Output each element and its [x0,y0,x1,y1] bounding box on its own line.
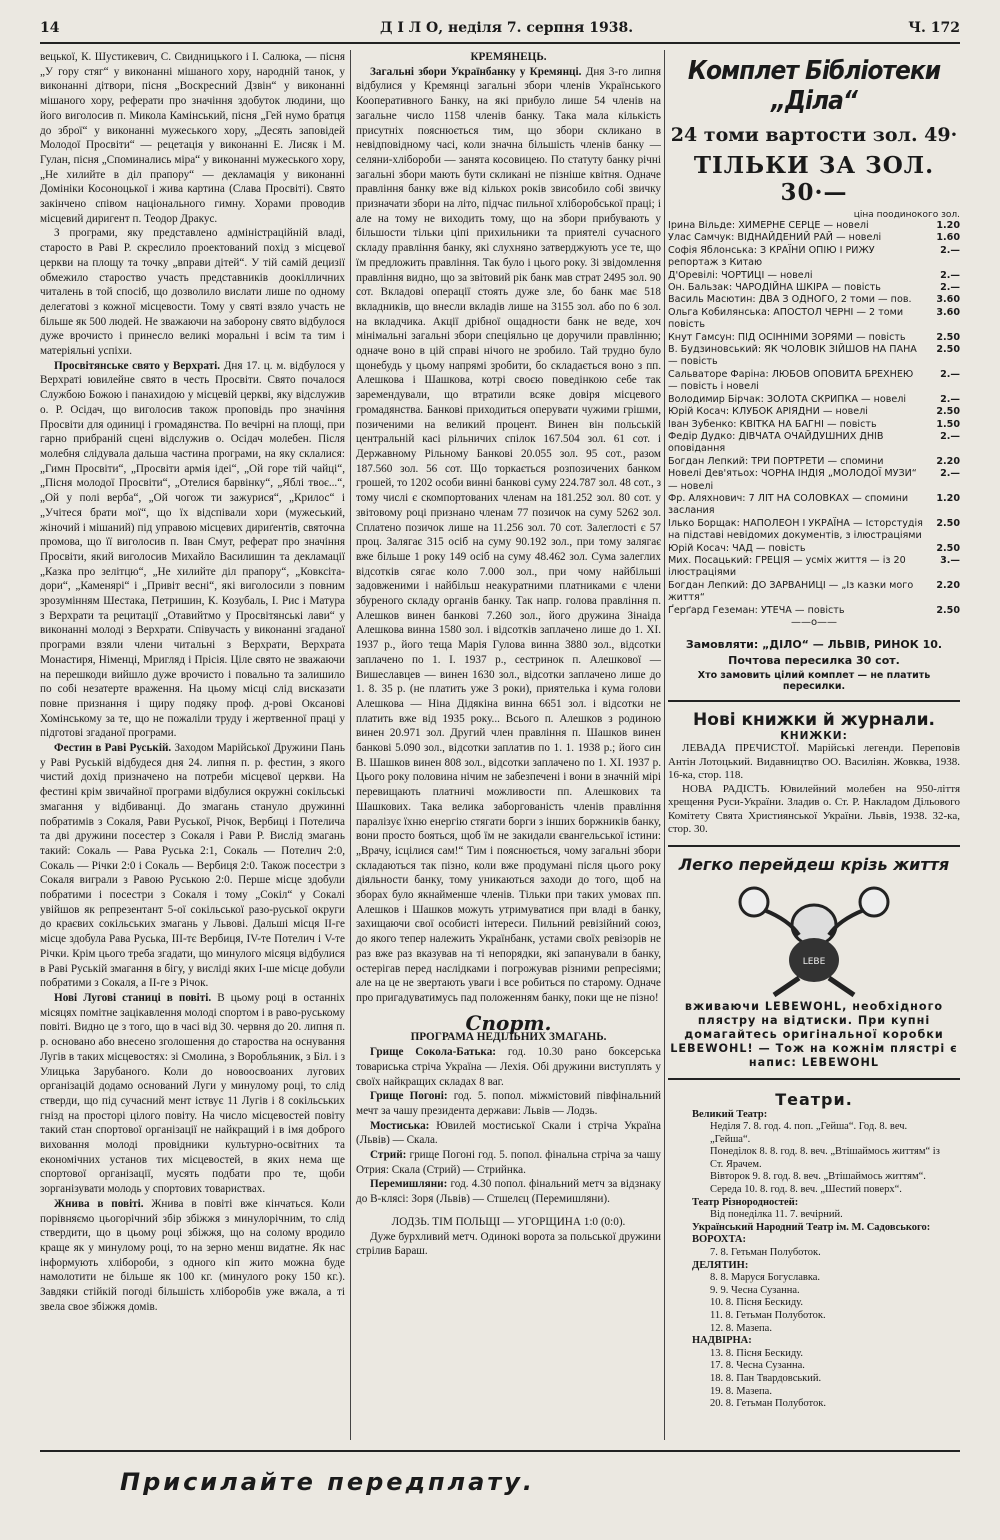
section-title: Фестин в Раві Руській. [54,742,172,755]
theatre-title: Театри. [775,1089,853,1109]
book-item [668,307,960,332]
book-price: 2.— [940,244,960,256]
book-title: Улас Самчук: ВІДНАЙДЕНИЙ РАЙ — новелі [668,232,882,244]
column-1 [40,50,345,1440]
book-item [668,294,960,306]
book-price: 2.50 [936,406,960,418]
theatre-line: 8. 8. Маруся Богуславка. [710,1272,821,1284]
sport-event [356,1177,661,1206]
ad-price-old: 24 томи вартости зол. 49· [670,124,958,146]
svg-text:LEBE: LEBE [802,956,826,967]
sport-title: Спорт. [465,1010,552,1035]
match-result: ЛОДЗЬ. ТІМ ПОЛЬЩІ — УГОРЩИНА 1:0 (0:0). [391,1215,626,1228]
theatre-line: 18. 8. Пан Твардовський. [710,1372,822,1384]
section-text: Дня 3-го липня відбулися у Кремянці загальні збори членів Українського Кооперативного Банку, на які прибуло лише 54 членів на загальне число 1158 членів банку. Така мала кількість присутніх пояснюється тим, що збори скликано в невідповідному часі, коли значна більшість членів банку — селяни-хлібороби — занята косовицею. По статуту банку річні загальні збори мають бути скликані не пізніше квітня. Одначе правління банку вже від кількох років звисобило собі звичку призначати збори на літо, підчас пильної хліборобської праці; і але на тому не виходить тому, що на збори прибувають у більшости тільки ціпі прихильники та приятелі сучасного складу правління банку, які слухняно затверджують усе те, що їм предложить правління. Так було і цього року. Зі звідомлення правління видно, що за звітовий рік банк мав страт 2495 зол. 90 сот. Вкладові операції стоять дуже зле, бо банк має 518 вкладників, що внесли вкладів лише на 3155 зол. або по 6 зол. на вкладчика. Акції дрібної ощадности банк не веде, хоч мінімальні загальні збори спеціяльно це доручили правлінню; одначе воно в цій справі нічого не зробило. Тай трудно було щонебудь у цьому напрямі зробити, бо складається воно з пп. Алешкова і Шашкова, котрі своєю поведінкою себе так заремендували, що втратили всяке довіря місцевого громадянства. Банкові приходиться оперувати чужими грішми, позиченими на великий процент. Винен він польській центральній касі рільничих спілок 167.504 зол. 61 сот. і Державному Рільному Банкові 20.055 зол. 95 сот., разом 187.560 зол. 56 сот. Що торкається розпозичених банком грошей, то 1202 особи винні банкові суму 224.787 зол. 48 сот., з тому числі є скомпортованих членам на 181.252 зол. 80 сот. у звітовому році признано членам 77 позичок на суму 5262 зол. Сплатено позичок лише на 11.256 зол. 70 сот. Залеглості є 57 проц. Залягає 315 осіб на суму 90.192 зол., при тому залягає вже більше 1 року 149 осіб на суму 48.462 зол. Сума залеглих відсотків сягає коло 7.000 зол., при чому найбільші задовженими і найбільш неакуратними платниками є члени збуреного складу органів банку. Так напр. голова правління п. Алешков винен банкові 7.260 зол., його дружина Зінаіда Алешкова винна 1580 зол. і відсотків заплачено лише до 1. ХІ. 1937 р., його теща Марія Гулова винна 3880 зол., відсотки заплачено по 1. І. 1937 р., сестринок п. Алешкової — Вишеславцев — винен 1630 зол., відсотки заплачено лише до 1. 8. 35 р. (не платить уже 3 роки), приятелька і кума голови Алешкова — Ніна Дідякіна винна 6651 зол. і відсотки не платить вже від 1935 року... Всього п. Алешков з родиною винен 20.971 зол. Другий член правління п. Шашков винен банкові 5.090 зол., відсотки заплатив по 1. 1. 1938 р.; його син В. Шашков винен 808 зол., відсотки заплачено по 1. ХІ. 1937 р. Цього року половина нічим не забезпечені і вони в значній мірі перевищають платничі можливости пп. Алешкових та Шашкових. Така велика заборгованість членів правління паралізує їхню енергію стягати борги з інших боржників банку, вони просто бояться, щоб їм не закидали євангельської істини: „Врачу, ісцілися сам!“ Тим і пояснюється, чому загальні збори складаються так пізно, коли вже продумані після цього року діяльности банку, тому уникаються заходи до того, щоб на зборах було якнайменше членів. Тільки при таких умовах пп. Алешков і Шашков можуть утримуватися при владі в банку, захищаючи свої особисті інтереси. Пильний ревізійний союз, до якого тепер належить Українбанк, устами своїх ревізорів не раз вже раз вказував на ті непорядки, які запанували в банку, остерігав перед наслідками і погрожував різними репресіями; але на це не звертають уваги і все робиться по старому. Одначе про пригадуватимусь пад положенням банку, поки ще не пізно! [356,65,661,1004]
footer-rule [40,1450,960,1452]
book-title: Сальваторе Фаріна: ЛЮБОВ ОПОВИТА БРЕХНЕЮ — повість і новелі [668,368,914,393]
book-title: Он. Бальзак: ЧАРОДІЙНА ШКІРА — повість [668,282,881,294]
book-price: 1.20 [936,220,960,231]
book-item [668,605,960,617]
book-title: Софія Яблонська: З КРАЇНИ ОПІЮ І РИЖУ репортаж з Китаю [668,244,875,269]
theatre-line: Вівторок 9. 8. год. 8. веч. „Втішаймось життям“. [710,1171,926,1183]
book-price: 1.20 [936,492,960,504]
paragraph: З програми, яку представлено адміністраційній владі, старосто в Раві Р. скреслило проектований похід з місцевої церкви на площу та точку „вправи дітей“. У тій самій децизії обмежило староство участь представників доокілличних читалень в той спосіб, що дозволило вислати лише по одному делегатові з кожної місцевости. Тому у святі взяло участь не більше як 500 людей. Не зважаючи на заборону свято відбулося дуже врочисто і принесло великі моральні і всім та тим і матеріяльні успіхи. [40,227,345,358]
book-item [668,394,960,406]
theatre-line: 11. 8. Гетьман Полуботок. [710,1310,826,1321]
theatre-line: Середа 10. 8. год. 8. веч. „Шестий поверх“. [710,1184,902,1196]
book-item [668,419,960,431]
ad-free-shipping: Хто замовить цілий комплет — не платить пересилки. [697,670,931,692]
book-item [668,493,960,518]
running-man-icon [714,880,914,1000]
separator: ——o—— [790,617,838,628]
theatre-line: Від понеділка 11. 7. вечірний. [710,1209,843,1221]
section-text: Дня 17. ц. м. відбулося у Верхраті ювилейне свято в честь Просвіти. Свято почалося Службою Божою і панахидою у місцевій церкві, яку відслужив о. Р. Осідач, що виголосив також проповідь про значіння Просвіти для одиниці і громадянства. По вечірні на площі, при гарно прибраній сцені відслужив о. Осідач молебен. Після молебня слідувала дальша частина програми, на яку склалися: „Гимн Просвіти“, „Просвіти армія ідеі“, „Ой горе тій чайці“, „Пісня молодої Просвіти“, „Отелися барвінку“, „Яблі твоє...“, „Ой у полі верба“, „Ой чогож ти зажурися“, „Крилос“ і „Учітеся брати мої“, що їх відспівали хори (мужеський, жіночий і мішаний) під управою місцевих дириґентів, святочна промова, що її виголосив п. Іван Смут, реферат про значіння Просвіти, який виголосив Михайло Василишин та декламації „Казка про зелітцю“, „Не хилийте діл прапору“, „Ковксіта-дори“, „Каменярі“ і „Привіт весні“, які виголосили з повним зрозумінням Шестака, Петришин, К. Козубаль, І. Рис і Матура з Верхрати та рецитації „Отавийтмо у Просвітянські лави“ у виконанні молоді з Верхрати. Співучасть у виконанні згаданої програми взяли члени читальні з Верхрати, Верхрата Монастиря, Німенці, Мригляд і Прісія. Ціле свято не зважаючи на перешкоди вийшло дуже врочисто і повально та залишило по собі незатерте враження. На цьому місці слід висказати повне признання і щиру подяку проф. д-рові Оксанові Хомінському за те, що не пожаліли труду і жертвенної праці у підготові згаданої програми. [40,359,345,740]
theatre-line: 7. 8. Гетьман Полуботок. [710,1247,821,1259]
column-2 [356,50,661,1440]
book-title: Ґерґард Геземан: УТЕЧА — повість [668,604,845,616]
paragraph: вецької, К. Шустикевич, С. Свидницького і І. Салюка, — пісня „У гору стяг“ у виконанні мішаного хору, народній танок, у виконанні дітвори, пісня „Воскресний Дзвін“ у виконанні мішаного хору, реферати про значіння здобуток людини, що його виголосив п. Микола Камінський, пісня „Гей нумо братця до зброї“ у виконанні мужеського хору, „Десять заповідей Молодої Просвіти“ — рецетація у виконанні Е. Лисяк і М. Гулан, пісня „Споминались міра“ у виконанні мужеського хору, „Не хилийте в діл прапору“ — декламація у виконанні Домініки Косоноцької і жива картина (Слава Просвіті). Свято закінчено співом національного гимну. Хорами проводив місцевий диригент п. Теодор Дракус. [40,51,345,225]
book-item [668,369,960,394]
book-price: 2.— [940,468,960,480]
event-text: год. 10.30 рано боксерська товариська стріча Україна — Лехія. Обі дружини виступлять у своїх найкращих складах 8 ваг. [356,1046,661,1088]
book-price: 1.50 [936,418,960,430]
theatre-heading: Український Народний Театр ім. М. Садовського: [692,1221,931,1233]
footer-slogan: Присилайте передплату. [120,1468,535,1496]
new-books-title: Нові книжки й журнали. [693,710,935,730]
theatre-line: 9. 9. Чесна Сузанна. [710,1284,800,1296]
book-item [668,518,960,543]
issue-number: Ч. 172 [908,20,960,36]
book-price: 3.60 [936,294,960,306]
lebewohl-title: Легко перейдеш крізь життя [678,854,950,874]
book-title: Новелі Дев'ятьох: ЧОРНА ІНДІЯ „МОЛОДОЇ МУЗИ“ — новелі [668,468,917,492]
ad-price-note: ціна поодинокого зол. [853,210,960,220]
article-section [40,991,345,1197]
book-price: 2.— [940,368,960,380]
book-title: Василь Масютин: ДВА З ОДНОГО, 2 томи — пов. [668,294,912,306]
theatre-line: 17. 8. Чесна Сузанна. [710,1360,805,1372]
article-section [40,359,345,741]
new-books-subtitle: КНИЖКИ: [780,730,848,742]
book-title: Богдан Лепкий: ДО ЗАРВАНИЦІ — „Із казки мого життя“ [668,579,914,604]
section-title: Загальні збори Українбанку у Кремянці. [370,65,582,78]
article-section [40,1197,345,1315]
book-title: Федір Дудко: ДІВЧАТА ОЧАЙДУШНИХ ДНІВ оповідання [668,430,884,455]
book-title: Ірина Вільде: ХИМЕРНЕ СЕРЦЕ — новелі [668,220,869,231]
new-book-entry: ЛЕВАДА ПРЕЧИСТОЇ. Марійські легенди. Переповів Антін Лотоцький. Видавництво ОО. Василіян. Жовква, 1938. 16-ка, стор. 118. [668,742,960,781]
header-rule [40,42,960,44]
book-item [668,332,960,344]
column-divider [350,50,351,1440]
book-title: Фр. Аляхнович: 7 ЛІТ НА СОЛОВКАХ — спомини заслания [668,492,909,517]
book-item [668,555,960,580]
sport-event [356,1119,661,1148]
book-item [668,580,960,605]
book-price: 2.20 [936,579,960,591]
masthead: Д І Л О, неділя 7. серпня 1938. [380,20,634,36]
book-price: 2.50 [936,344,960,356]
lebewohl-text: вживаючи LEBEWOHL, необхідного плястру на відтиски. При купні домагайтесь оригінальної коробки LEBEWOHL! — Тож на кожнім плястрі є напис: LEBEWOHL [670,999,958,1069]
book-price: 2.— [940,282,960,294]
book-price: 2.50 [936,331,960,343]
book-price: 2.20 [936,455,960,467]
event-venue: Перемишляни: [370,1178,448,1191]
location-heading: КРЕМЯНЕЦЬ. [470,51,547,63]
column-3 [668,50,960,1411]
section-text: Жнива в повіті вже кінчаться. Коли порівняємо цьогорічний збір збіжжя з минулорічним, то слід ствердити, що в цьому році збіжжя, що на солому вродило краще як у минулому році, то на зерно менш видатне. Як нас інформують хлібороби, з одного кіп жито можна буде намолотити не більше як 100 кг. (минулого року 150 кг.). Завдяки стійкій погоді більшість хліборобів уже вжала, а ті звела свое збіжжя домів. [40,1197,345,1313]
book-item [668,270,960,282]
book-item [668,543,960,555]
theatre-line: 10. 8. Пісня Бескиду. [710,1297,803,1309]
section-title: Нові Лугові станиці в повіті. [54,992,212,1004]
book-title: В. Будзиновський: ЯК ЧОЛОВІК ЗІЙШОВ НА ПАНА — повість [668,344,917,368]
section-text: В цьому році в останніх місяцях помітне зацікавлення молоді спортом і в раво-руському повіті. Видно це з того, що в часі від 30. червня до 20. липня п. р. основано або внесено зголошення до староства на оснування Лугів в таких місцевостях: зі Смолина, з Воробльяник, з Біл. і з Улицька Зарубаного. Коли до новоосвоаних лугових організацій додамо оснований Луги у минулому році, то слід стверди, що під сучасний мент іствує 11 Лугів і 8 сокільських гнізд на просторі цілого повіту. На число місцевостей повіту такий стан спортової організації не найкращий і в імя доброго виховання молоді провідники культурно-освітних та економічних установ тих місцевостей, в яких нема ще спортової організації, мусять подбати про те, щоби зорганізувати молодь у спортових товариствах. [40,992,345,1196]
book-price: 3.— [940,554,960,566]
theatre-line: 20. 8. Гетьман Полуботок. [710,1398,826,1410]
book-title: Юрій Косач: ЧАД — повість [668,542,806,554]
book-item [668,344,960,369]
book-price: 2.— [940,269,960,281]
ad-price-new: ТІЛЬКИ ЗА ЗОЛ. 30·— [693,152,935,206]
sport-event [356,1148,661,1177]
event-text: год. 5. попол. міжмістовий півфінальний мечт за чашу президента держави: Львів — Лодзь. [356,1090,661,1117]
new-book-entry: НОВА РАДІСТЬ. Ювилейний молебен на 950-ліття хрещення Руси-України. Зладив о. Ст. Р. Накладом Дільового Комітету Свята Християнської України. Львів, 1938. 32-ка, стор. 30. [668,782,960,835]
article-section [40,741,345,991]
event-venue: Стрий: [370,1149,407,1162]
theatre-line: 13. 8. Пісня Бескиду. [710,1347,803,1359]
book-price: 2.50 [936,604,960,616]
book-title: Володимир Бірчак: ЗОЛОТА СКРИПКА — новелі [668,393,907,405]
theatre-line: 12. 8. Мазепа. [710,1322,772,1334]
book-item [668,456,960,468]
lebewohl-illustration [714,880,914,1000]
theatre-list [692,1108,940,1411]
book-list [668,220,960,617]
article-section [356,65,661,1006]
theatre-heading: ДЕЛЯТИН: [692,1259,749,1271]
section-rule [668,845,960,847]
event-venue: Мостиська: [370,1119,430,1132]
book-price: 2.50 [936,517,960,529]
theatre-heading: Театр Різнородностей: [692,1196,799,1208]
book-price: 1.60 [936,232,960,244]
event-venue: Грище Погоні: [370,1090,448,1103]
book-price: 2.— [940,430,960,442]
event-text: год. 4.30 попол. фінальний метч за відзнаку до В-клясі: Зоря (Львів) — Стшелєц (Перемишляни). [356,1178,661,1206]
event-text: грище Погоні год. 5. попол. фінальна стріча за чашу Отрия: Скала (Стрий) — Стрийнка. [356,1149,661,1176]
book-item [668,406,960,418]
sport-subtitle: ПРОГРАМА НЕДІЛЬНИХ ЗМАГАНЬ. [410,1031,607,1044]
book-item [668,232,960,244]
book-item [668,468,960,493]
section-text: Заходом Марійської Дружини Пань у Раві Руській відбудеся дня 24. липня п. р. фестин, з якого чистий дохід призначено на потреби місцевої церкви. На фестині крім звичайної програми відбулися окружні сокільські змагання у відбиванці. До змагань стануло дружинні побратимів з Сокаля, Рави Руської, Річок, Вербиці і Потелича та дві дружини посестер з Сокаля і Рави Р. Вислід змагань такий: Сокаль — Рава Руська 2:1, Сокаль — Потелич 2:0, Сокаль — Річки 2:0 і Сокаль — Вербиця 2:0. Також посестри з Сокаля виграли з Равою Руською 2:0. Перше місце здобули побратими і посестри з Сокаля і тому „Сокіл“ у Сокалі увійшов як репрезентант 5-ої сокільської разо-руської округи до краєвих сокільських змагань у Львові. Дальші місця ІІ-ге місце здобула Рава Руська, ІІІ-тє Вербиця, IV-те Потелич і V-те Річки. Крім цього треба згадати, що минулого місяця відбулися в Раві Руській змагання в бігу, у висліді яких І-ше місце добули побратими з Сокаля, а ІІ-ге з Річок. [40,742,345,990]
book-title: Юрій Косач: КЛУБОК АРІЯДНИ — новелі [668,406,868,418]
sport-event [356,1045,661,1089]
page-number: 14 [40,20,60,36]
sport-event [356,1089,661,1118]
theatre-heading: ВОРОХТА: [692,1234,747,1246]
book-title: Богдан Лепкий: ТРИ ПОРТРЕТИ — спомини [668,455,884,467]
book-price: 3.60 [936,306,960,318]
book-item [668,431,960,456]
event-venue: Грище Сокола-Батька: [370,1046,497,1059]
book-title: Іван Зубенко: КВІТКА НА БАГНІ — повість [668,418,877,430]
ad-postage: Почтова пересилка 30 сот. [728,654,900,667]
book-title: Мих. Посацький: ГРЕЦІЯ — усміх життя — із 20 ілюстраціями [668,554,906,579]
ad-order: Замовляти: „ДІЛО“ — ЛЬВІВ, РИНОК 10. [685,638,943,651]
book-item [668,245,960,270]
theatre-heading: НАДВІРНА: [692,1335,752,1347]
theatre-heading: Великий Театр: [692,1108,768,1120]
book-title: Ольга Кобилянська: АПОСТОЛ ЧЕРНІ — 2 томи повість [668,306,904,331]
theatre-line: Понеділок 8. 8. год. 8. веч. „Втішаймось життям“ із Ст. Ярачем. [710,1146,940,1170]
book-item [668,282,960,294]
event-text: Ювилей мостиської Скали і стріча Україна (Львів) — Скала. [356,1119,661,1147]
theatre-line: 19. 8. Мазепа. [710,1385,772,1397]
book-title: Д'Оревілі: ЧОРТИЦІ — новелі [668,269,813,281]
book-item [668,220,960,232]
book-price: 2.50 [936,542,960,554]
section-title: Жнива в повіті. [54,1197,144,1210]
ad-title: Комплет Бібліотеки „Діла“ [687,56,941,116]
theatre-line: Неділя 7. 8. год. 4. поп. „Гейша“. Год. 8. веч. „Гейша“. [710,1121,908,1145]
page-header [40,20,960,42]
section-title: Просвітянське свято у Верхраті. [54,359,221,372]
book-title: Ількo Борщак: НАПОЛЕОН І УКРАЇНА — Історстудія на підставі невідомих документів, з ілюстраціями [668,517,923,542]
book-price: 2.— [940,393,960,405]
section-rule [668,700,960,702]
column-divider [664,50,665,1440]
book-title: Кнут Гамсун: ПІД ОСІННІМИ ЗОРЯМИ — повість [668,331,906,343]
section-rule [668,1078,960,1080]
match-result-text: Дуже бурхливий метч. Одинокі ворота за польської дружини стрілив Бараш. [356,1230,661,1258]
